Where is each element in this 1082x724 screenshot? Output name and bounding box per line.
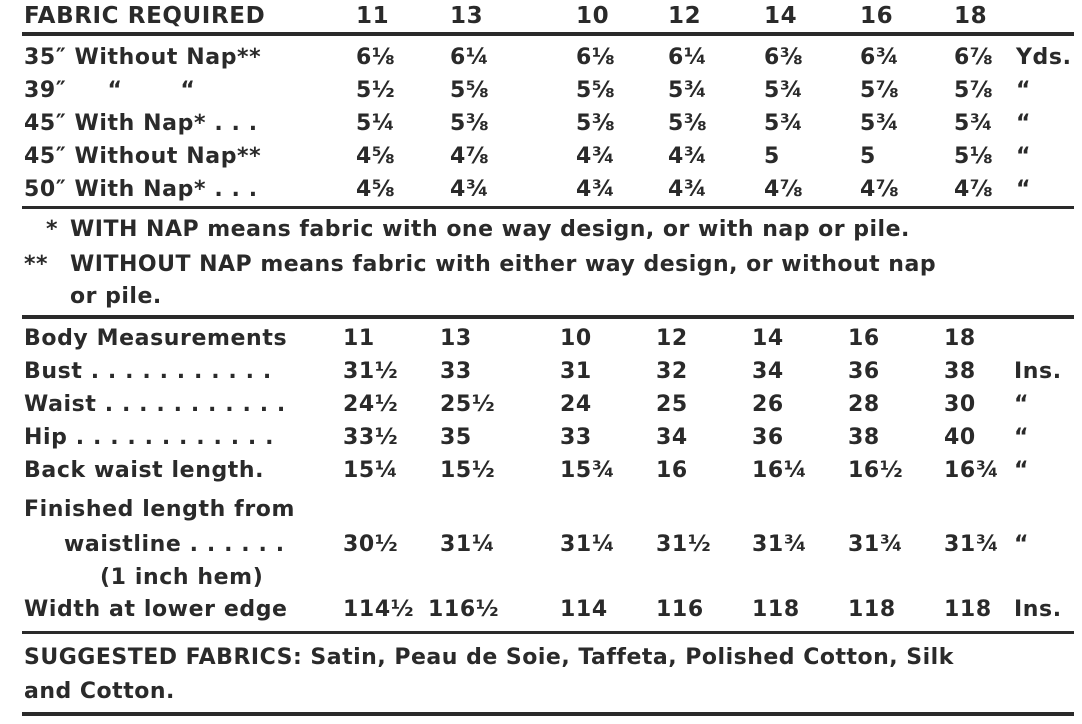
yardage-cell: 5⅝ xyxy=(576,78,616,103)
width-row xyxy=(0,594,1082,626)
measurement-cell: 24½ xyxy=(343,392,399,417)
yardage-cell: 5¾ xyxy=(860,111,900,136)
measurement-cell: 34 xyxy=(752,359,784,384)
yardage-cell: 5⅛ xyxy=(954,144,994,169)
unit-label: Ins. xyxy=(1014,359,1062,384)
size-header: 14 xyxy=(752,326,784,351)
yardage-cell: 6⅛ xyxy=(356,45,396,70)
measurement-cell: 16½ xyxy=(848,458,904,483)
fabric-width-label: 50″ With Nap* . . . xyxy=(24,177,258,202)
yardage-cell: 5½ xyxy=(356,78,396,103)
body-header-row xyxy=(0,323,1082,355)
divider xyxy=(22,206,1074,209)
width-label: Width at lower edge xyxy=(24,597,288,622)
fabric-row xyxy=(0,108,1082,140)
fabric-width-label: 39″ “ “ xyxy=(24,78,196,103)
measurement-cell: 34 xyxy=(656,425,688,450)
fabric-row xyxy=(0,75,1082,107)
measurement-cell: 16 xyxy=(656,458,688,483)
measurement-cell: 38 xyxy=(848,425,880,450)
yardage-cell: 4⅞ xyxy=(860,177,900,202)
body-measurements-title: Body Measurements xyxy=(24,326,288,351)
divider xyxy=(22,32,1074,36)
yardage-cell: 5¾ xyxy=(668,78,708,103)
yardage-cell: 6⅞ xyxy=(954,45,994,70)
measurement-cell: 31¼ xyxy=(440,532,496,557)
measurement-label: Bust . . . . . . . . . . . xyxy=(24,359,272,384)
yardage-cell: 5⅜ xyxy=(576,111,616,136)
yardage-cell: 5 xyxy=(764,144,780,169)
measurement-cell: 25 xyxy=(656,392,688,417)
unit-label: Yds. xyxy=(1016,45,1072,70)
suggested-fabrics-line: and Cotton. xyxy=(24,679,175,704)
finished-length-label-row xyxy=(0,494,1082,526)
finished-length-label: Finished length from xyxy=(24,497,296,522)
yardage-cell: 4⅞ xyxy=(954,177,994,202)
yardage-cell: 4⅞ xyxy=(764,177,804,202)
measurement-cell: 33 xyxy=(560,425,592,450)
yardage-cell: 6¼ xyxy=(668,45,708,70)
hem-note-row xyxy=(0,562,1082,594)
measurement-cell: 36 xyxy=(752,425,784,450)
size-header: 16 xyxy=(860,3,894,29)
yardage-cell: 4¾ xyxy=(668,144,708,169)
measurement-cell: 31½ xyxy=(343,359,399,384)
divider xyxy=(22,712,1074,716)
measurement-cell: 30 xyxy=(944,392,976,417)
without-nap-text: WITHOUT NAP means fabric with either way design, or without nap xyxy=(70,252,937,277)
yardage-cell: 6⅜ xyxy=(764,45,804,70)
fabric-width-label: 45″ Without Nap** xyxy=(24,144,262,169)
yardage-cell: 5⅜ xyxy=(450,111,490,136)
size-header: 13 xyxy=(440,326,472,351)
yardage-cell: 5¼ xyxy=(356,111,396,136)
fabric-row xyxy=(0,141,1082,173)
measurement-cell: 114 xyxy=(560,597,608,622)
yardage-cell: 6⅛ xyxy=(576,45,616,70)
measurement-cell: 25½ xyxy=(440,392,496,417)
unit-label: “ xyxy=(1014,532,1030,557)
measurement-cell: 31¾ xyxy=(848,532,904,557)
measurement-cell: 26 xyxy=(752,392,784,417)
size-header: 13 xyxy=(450,3,484,29)
yardage-cell: 5 xyxy=(860,144,876,169)
divider xyxy=(22,315,1074,319)
unit-label: Ins. xyxy=(1014,597,1062,622)
measurement-cell: 118 xyxy=(944,597,992,622)
measurement-cell: 31 xyxy=(560,359,592,384)
size-header: 12 xyxy=(656,326,688,351)
size-header: 16 xyxy=(848,326,880,351)
yardage-cell: 4⅞ xyxy=(450,144,490,169)
measurement-cell: 116½ xyxy=(428,597,500,622)
hem-note: (1 inch hem) xyxy=(100,565,264,590)
fabric-width-label: 45″ With Nap* . . . xyxy=(24,111,258,136)
measurement-cell: 31¾ xyxy=(752,532,808,557)
unit-label: “ xyxy=(1016,78,1032,103)
size-header: 11 xyxy=(356,3,390,29)
body-row xyxy=(0,422,1082,454)
measurement-cell: 116 xyxy=(656,597,704,622)
suggested-fabrics-line: SUGGESTED FABRICS: Satin, Peau de Soie, Taffeta, Polished Cotton, Silk xyxy=(24,645,954,670)
measurement-label: Waist . . . . . . . . . . . xyxy=(24,392,286,417)
yardage-cell: 5⅞ xyxy=(860,78,900,103)
measurement-label: Hip . . . . . . . . . . . . xyxy=(24,425,275,450)
measurement-cell: 15¼ xyxy=(343,458,399,483)
fabric-header-row xyxy=(0,0,1082,32)
measurement-cell: 36 xyxy=(848,359,880,384)
unit-label: “ xyxy=(1016,111,1032,136)
measurement-cell: 15½ xyxy=(440,458,496,483)
double-asterisk-mark: ** xyxy=(24,252,49,277)
yardage-cell: 5¾ xyxy=(954,111,994,136)
measurement-cell: 118 xyxy=(752,597,800,622)
yardage-cell: 5¾ xyxy=(764,111,804,136)
measurement-cell: 38 xyxy=(944,359,976,384)
asterisk-mark: * xyxy=(46,217,59,242)
yardage-cell: 5⅞ xyxy=(954,78,994,103)
yardage-cell: 4¾ xyxy=(576,144,616,169)
measurement-cell: 28 xyxy=(848,392,880,417)
yardage-cell: 4⅝ xyxy=(356,144,396,169)
size-header: 12 xyxy=(668,3,702,29)
fabric-row xyxy=(0,42,1082,74)
measurement-label: Back waist length. xyxy=(24,458,265,483)
without-nap-text-continued: or pile. xyxy=(70,284,162,309)
size-header: 10 xyxy=(560,326,592,351)
body-row xyxy=(0,455,1082,487)
yardage-cell: 6¾ xyxy=(860,45,900,70)
size-header: 11 xyxy=(343,326,375,351)
fabric-required-title: FABRIC REQUIRED xyxy=(24,3,266,29)
with-nap-note xyxy=(24,214,1074,246)
measurement-cell: 31½ xyxy=(656,532,712,557)
size-header: 18 xyxy=(944,326,976,351)
yardage-cell: 4⅝ xyxy=(356,177,396,202)
fabric-row xyxy=(0,174,1082,206)
measurement-cell: 31¼ xyxy=(560,532,616,557)
finished-length-row xyxy=(0,529,1082,561)
yardage-cell: 5⅝ xyxy=(450,78,490,103)
unit-label: “ xyxy=(1014,458,1030,483)
measurement-cell: 33 xyxy=(440,359,472,384)
divider xyxy=(22,631,1074,634)
fabric-width-label: 35″ Without Nap** xyxy=(24,45,262,70)
size-header: 10 xyxy=(576,3,610,29)
waistline-label: waistline . . . . . . xyxy=(64,532,285,557)
yardage-cell: 4¾ xyxy=(576,177,616,202)
unit-label: “ xyxy=(1014,392,1030,417)
body-row xyxy=(0,389,1082,421)
without-nap-note xyxy=(24,249,1074,313)
measurement-cell: 35 xyxy=(440,425,472,450)
measurement-cell: 24 xyxy=(560,392,592,417)
yardage-cell: 4¾ xyxy=(450,177,490,202)
measurement-cell: 40 xyxy=(944,425,976,450)
measurement-cell: 114½ xyxy=(343,597,415,622)
yardage-cell: 4¾ xyxy=(668,177,708,202)
size-header: 18 xyxy=(954,3,988,29)
measurement-cell: 31¾ xyxy=(944,532,1000,557)
unit-label: “ xyxy=(1014,425,1030,450)
measurement-cell: 118 xyxy=(848,597,896,622)
measurement-cell: 32 xyxy=(656,359,688,384)
yardage-cell: 5¾ xyxy=(764,78,804,103)
measurement-cell: 30½ xyxy=(343,532,399,557)
unit-label: “ xyxy=(1016,144,1032,169)
size-header: 14 xyxy=(764,3,798,29)
with-nap-text: WITH NAP means fabric with one way design, or with nap or pile. xyxy=(70,217,910,242)
unit-label: “ xyxy=(1016,177,1032,202)
measurement-cell: 15¾ xyxy=(560,458,616,483)
measurement-cell: 16¼ xyxy=(752,458,808,483)
yardage-cell: 6¼ xyxy=(450,45,490,70)
body-row xyxy=(0,356,1082,388)
yardage-cell: 5⅜ xyxy=(668,111,708,136)
measurement-cell: 33½ xyxy=(343,425,399,450)
measurement-cell: 16¾ xyxy=(944,458,1000,483)
suggested-fabrics xyxy=(24,641,1074,709)
